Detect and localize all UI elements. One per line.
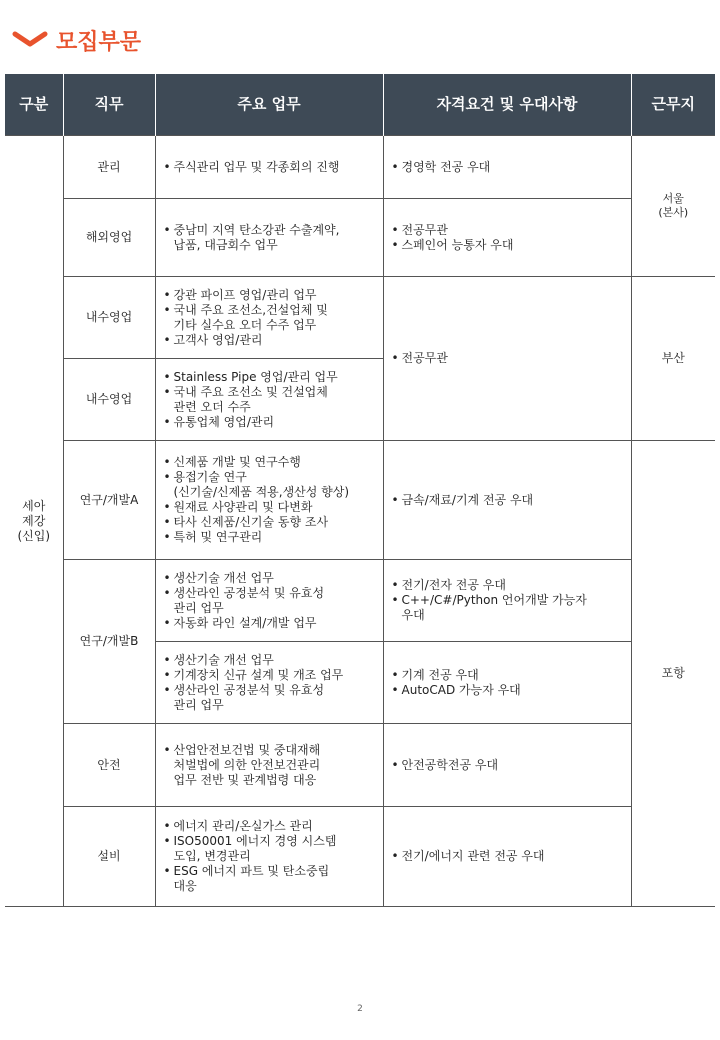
table-row — [5, 724, 715, 807]
list-item: • 생산기술 개선 업무 — [174, 653, 375, 668]
list-item: • 기계장치 신규 설계 및 개조 업무 — [174, 668, 375, 683]
duties-cell — [155, 277, 383, 359]
quals-cell — [383, 441, 631, 560]
table-header-row — [5, 74, 715, 136]
duties-cell — [155, 441, 383, 560]
duties-cell — [155, 560, 383, 642]
column-header-location: 근무지 — [631, 74, 715, 136]
list-item: • 에너지 관리/온실가스 관리 — [174, 819, 375, 834]
recruitment-table — [5, 74, 715, 907]
duties-cell — [155, 807, 383, 907]
list-item: • 타사 신제품/신기술 동향 조사 — [174, 515, 375, 530]
list-item: • 생산기술 개선 업무 — [174, 571, 375, 586]
list-item: • 원재료 사양관리 및 다변화 — [174, 500, 375, 515]
table-row — [5, 560, 715, 642]
table-row — [5, 277, 715, 359]
quals-cell — [383, 642, 631, 724]
list-item: • 전공무관 — [402, 223, 623, 238]
list-item: • 기계 전공 우대 — [402, 668, 623, 683]
list-item: • 전기/전자 전공 우대 — [402, 578, 623, 593]
list-item: • Stainless Pipe 영업/관리 업무 — [174, 370, 375, 385]
page-number: 2 — [357, 1004, 363, 1014]
list-item: • 산업안전보건법 및 중대재해 처벌법에 의한 안전보건관리 업무 전반 및 관계법령 대응 — [174, 743, 375, 788]
list-item: • 신제품 개발 및 연구수행 — [174, 455, 375, 470]
table-row — [5, 136, 715, 199]
job-cell: 설비 — [63, 807, 155, 907]
quals-cell — [383, 560, 631, 642]
list-item: • 고객사 영업/관리 — [174, 333, 375, 348]
duties-cell — [155, 724, 383, 807]
list-item: • 금속/재료/기계 전공 우대 — [402, 493, 623, 508]
job-cell: 내수영업 — [63, 277, 155, 359]
quals-cell — [383, 199, 631, 277]
job-cell: 연구/개발B — [63, 560, 155, 724]
list-item: • 생산라인 공정분석 및 유효성 관리 업무 — [174, 683, 375, 713]
list-item: • 주식관리 업무 및 각종회의 진행 — [174, 160, 375, 175]
list-item: • ESG 에너지 파트 및 탄소중립 대응 — [174, 864, 375, 894]
table-row — [5, 199, 715, 277]
list-item: • 특허 및 연구관리 — [174, 530, 375, 545]
duties-cell — [155, 136, 383, 199]
list-item: • 자동화 라인 설계/개발 업무 — [174, 616, 375, 631]
category-cell: 세아 제강 (신입) — [5, 136, 63, 907]
job-cell: 안전 — [63, 724, 155, 807]
list-item: • 생산라인 공정분석 및 유효성 관리 업무 — [174, 586, 375, 616]
list-item: • 유통업체 영업/관리 — [174, 415, 375, 430]
list-item: • ISO50001 에너지 경영 시스템 도입, 변경관리 — [174, 834, 375, 864]
list-item: • 경영학 전공 우대 — [402, 160, 623, 175]
column-header-duties: 주요 업무 — [155, 74, 383, 136]
quals-cell — [383, 136, 631, 199]
quals-cell — [383, 724, 631, 807]
duties-cell — [155, 359, 383, 441]
duties-cell — [155, 199, 383, 277]
list-item: • 국내 주요 조선소,건설업체 및 기타 실수요 오더 수주 업무 — [174, 303, 375, 333]
location-cell: 포항 — [631, 441, 715, 907]
list-item: • 안전공학전공 우대 — [402, 758, 623, 773]
table-row — [5, 807, 715, 907]
column-header-category: 구분 — [5, 74, 63, 136]
list-item: • 국내 주요 조선소 및 건설업체 관련 오더 수주 — [174, 385, 375, 415]
column-header-job: 직무 — [63, 74, 155, 136]
quals-cell — [383, 277, 631, 441]
location-cell: 부산 — [631, 277, 715, 441]
list-item: • 중남미 지역 탄소강관 수출계약, 납품, 대금회수 업무 — [174, 223, 375, 253]
table-row — [5, 441, 715, 560]
list-item: • AutoCAD 가능자 우대 — [402, 683, 623, 698]
list-item: • 강관 파이프 영업/관리 업무 — [174, 288, 375, 303]
duties-cell — [155, 642, 383, 724]
job-cell: 내수영업 — [63, 359, 155, 441]
page-title: 모집부문 — [56, 29, 142, 55]
column-header-qualifications: 자격요건 및 우대사항 — [383, 74, 631, 136]
job-cell: 해외영업 — [63, 199, 155, 277]
list-item: • 전공무관 — [402, 351, 623, 366]
job-cell: 관리 — [63, 136, 155, 199]
location-cell: 서울 (본사) — [631, 136, 715, 277]
section-header — [12, 22, 141, 58]
list-item: • 용접기술 연구 (신기술/신제품 적용,생산성 향상) — [174, 470, 375, 500]
list-item: • 스페인어 능통자 우대 — [402, 238, 623, 253]
list-item: • C++/C#/Python 언어개발 가능자 우대 — [402, 593, 623, 623]
quals-cell — [383, 807, 631, 907]
chevron-down-icon — [12, 30, 48, 50]
job-cell: 연구/개발A — [63, 441, 155, 560]
list-item: • 전기/에너지 관련 전공 우대 — [402, 849, 623, 864]
